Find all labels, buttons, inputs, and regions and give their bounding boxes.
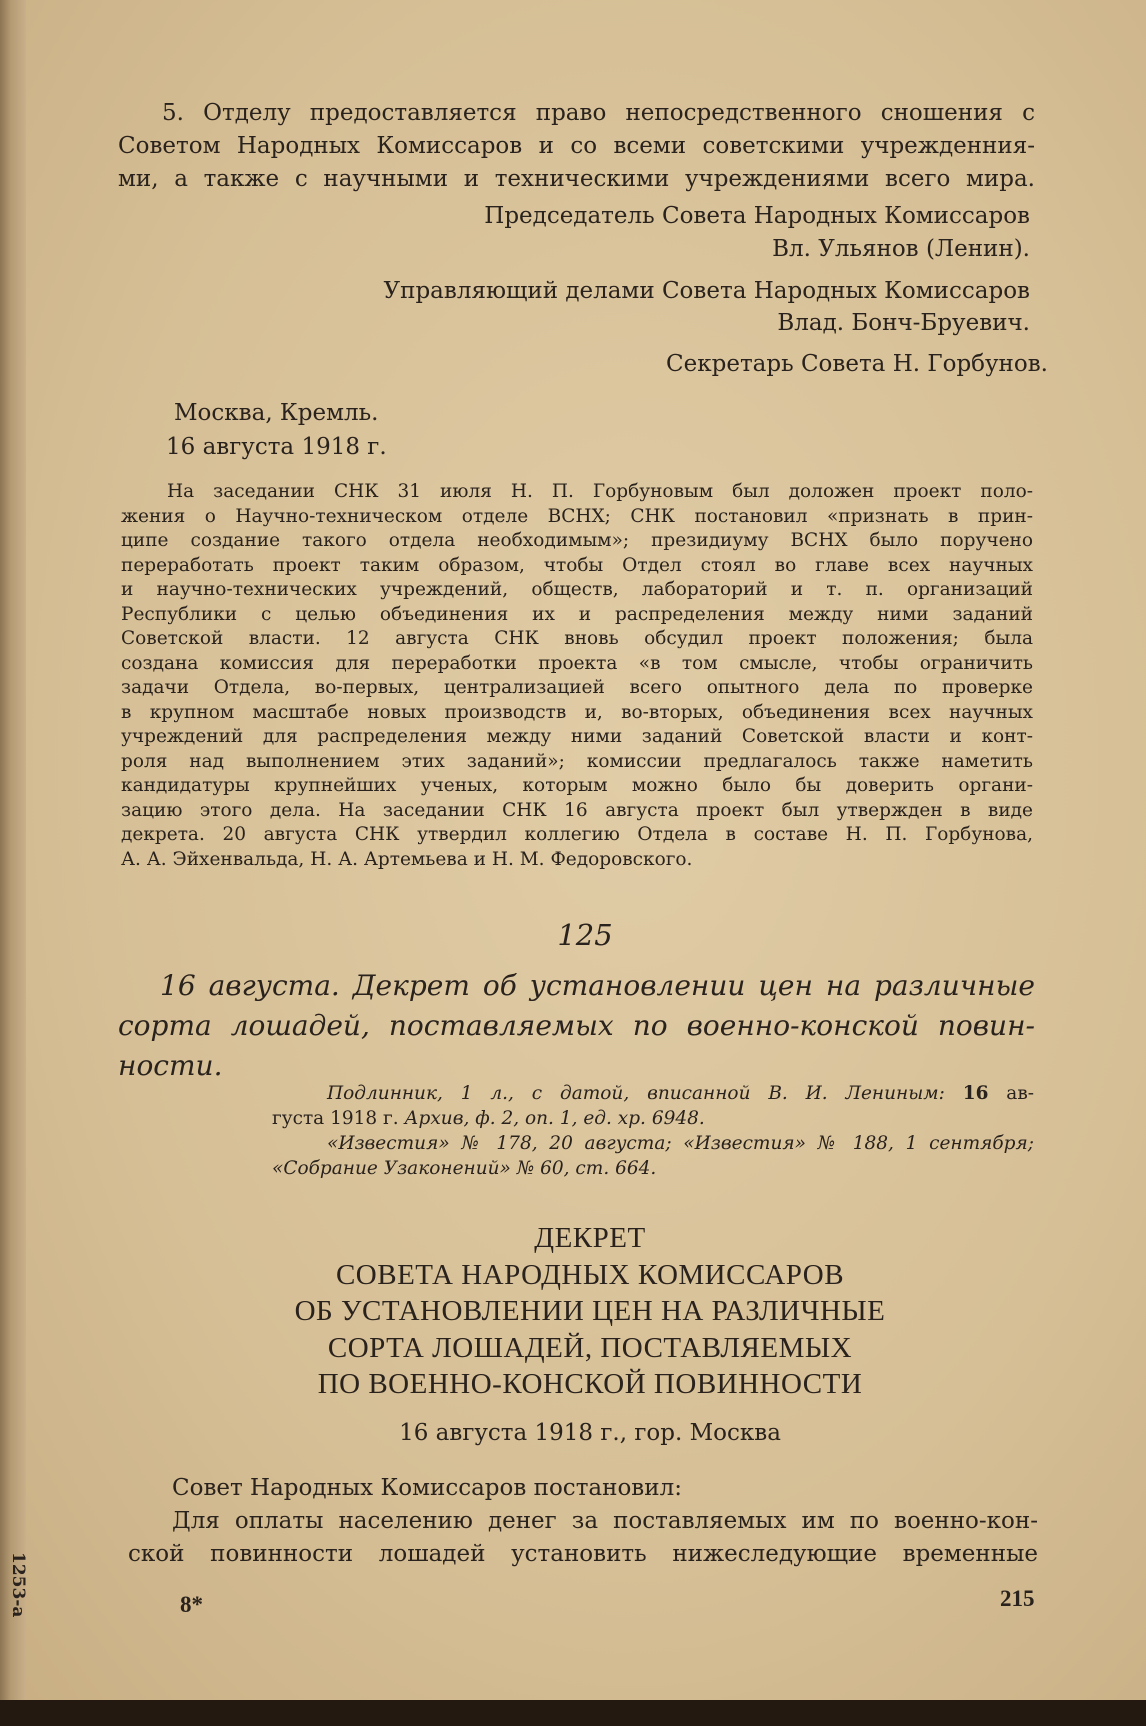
note-line: кандидатуры крупнейших ученых, которым можно было бы доверить органи-	[121, 775, 1033, 796]
decree-title-line: СОВЕТА НАРОДНЫХ КОМИССАРОВ	[335, 1258, 845, 1291]
note-line: учреждений для распределения между ними заданий Советской власти и конт-	[121, 726, 1033, 747]
paragraph-5	[118, 97, 1035, 196]
document-heading	[118, 966, 1035, 1086]
note-line: Советской власти. 12 августа СНК вновь обсудил проект положения; была	[121, 628, 1033, 649]
note-line: Республики с целью объединения их и распределения между ними заданий	[121, 603, 1033, 625]
note-line: создана комиссия для переработки проекта «в том смысле, чтобы ограничить	[121, 652, 1033, 674]
decree-body-line: Совет Народных Комиссаров постановил:	[172, 1475, 682, 1501]
source-line	[272, 1106, 1034, 1131]
page-binding	[0, 0, 26, 1700]
note-line: ципе создание такого отдела необходимым»; президиуму ВСНХ было поручено	[121, 530, 1033, 551]
note-line: роля над выполнением этих заданий»; комиссии предлагалось также наметить	[121, 750, 1033, 772]
note-line: На заседании СНК 31 июля Н. П. Горбуновым был доложен проект поло-	[167, 481, 1033, 502]
heading-line: ности.	[118, 1049, 223, 1082]
signature-chair-name: Вл. Ульянов (Ленин).	[772, 236, 1030, 262]
source-day: 16	[962, 1083, 989, 1104]
page-bottom-edge	[0, 1700, 1146, 1726]
signature-secretary: Секретарь Совета Н. Горбунов.	[666, 351, 1048, 377]
note-line: жения о Научно-техническом отделе ВСНХ; СНК постановил «признать в прин-	[121, 505, 1033, 527]
decree-body-line: ской повинности лошадей установить нижеследующие временные	[128, 1541, 1038, 1567]
decree-date: 16 августа 1918 г., гор. Москва	[399, 1420, 781, 1446]
note-line: переработать проект таким образом, чтобы Отдел стоял во главе всех научных	[121, 554, 1033, 576]
date: 16 августа 1918 г.	[166, 434, 387, 460]
note-line: в крупном масштабе новых производств и, во-вторых, объединения всех научных	[121, 701, 1033, 723]
heading-line: сорта лошадей, поставляемых по военно-конской повин-	[118, 1009, 1035, 1042]
decree-title-line: СОРТА ЛОШАДЕЙ, ПОСТАВЛЯЕМЫХ	[327, 1331, 853, 1364]
note-line: зацию этого дела. На заседании СНК 16 августа проект был утвержден в виде	[121, 799, 1033, 821]
decree-title-line: ПО ВОЕННО-КОНСКОЙ ПОВИННОСТИ	[317, 1368, 863, 1400]
signature-chair-title: Председатель Совета Народных Комиссаров	[484, 203, 1030, 229]
note-line: и научно-технических учреждений, обществ, лабораторий и т. п. организаций	[121, 579, 1033, 600]
decree-body-line: Для оплаты населению денег за поставляемых им по военно-кон-	[172, 1508, 1038, 1534]
source-text: ав-	[988, 1083, 1035, 1104]
source-text: Подлинник, 1 л., с датой, вписанной В. И. Лениным:	[327, 1083, 963, 1104]
source-text: Архив, ф. 2, оп. 1, ед. хр. 6948.	[404, 1108, 705, 1129]
editorial-note	[121, 480, 1033, 872]
decree-body	[128, 1472, 1038, 1571]
paragraph-5-line: Советом Народных Комиссаров и со всеми советскими учрежденния-	[118, 133, 1035, 159]
spine-code: 1253-а	[8, 1552, 28, 1618]
heading-line: 16 августа. Декрет об установлении цен на различные	[160, 969, 1035, 1002]
signature-manager-title: Управляющий делами Совета Народных Комиссаров	[383, 278, 1030, 304]
source-line: «Собрание Узаконений» № 60, ст. 664.	[272, 1158, 657, 1179]
paragraph-5-line: 5. Отделу предоставляется право непосредственного сношения с	[162, 100, 1035, 126]
decree-title-line: ДЕКРЕТ	[534, 1222, 646, 1254]
note-line: декрета. 20 августа СНК утвердил коллегию Отдела в составе Н. П. Горбунова,	[121, 824, 1033, 845]
source-reference	[272, 1081, 1034, 1181]
source-text: густа 1918 г.	[272, 1108, 405, 1129]
place: Москва, Кремль.	[174, 400, 379, 426]
source-line: «Известия» № 178, 20 августа; «Известия» № 188, 1 сентября;	[327, 1133, 1034, 1154]
signature-manager-name: Влад. Бонч-Бруевич.	[777, 310, 1030, 336]
note-line: А. А. Эйхенвальда, Н. А. Артемьева и Н. М. Федоровского.	[121, 848, 693, 870]
signature-mark: 8*	[180, 1592, 203, 1617]
note-line: задачи Отдела, во-первых, централизацией всего опытного дела по проверке	[121, 677, 1033, 698]
document-number: 125	[557, 918, 613, 952]
decree-title	[150, 1220, 1030, 1403]
decree-title-line: ОБ УСТАНОВЛЕНИИ ЦЕН НА РАЗЛИЧНЫЕ	[294, 1295, 886, 1327]
page-number: 215	[1000, 1586, 1035, 1611]
source-line	[272, 1081, 1034, 1106]
paragraph-5-line: ми, а также с научными и техническими учреждениями всего мира.	[118, 166, 1035, 192]
